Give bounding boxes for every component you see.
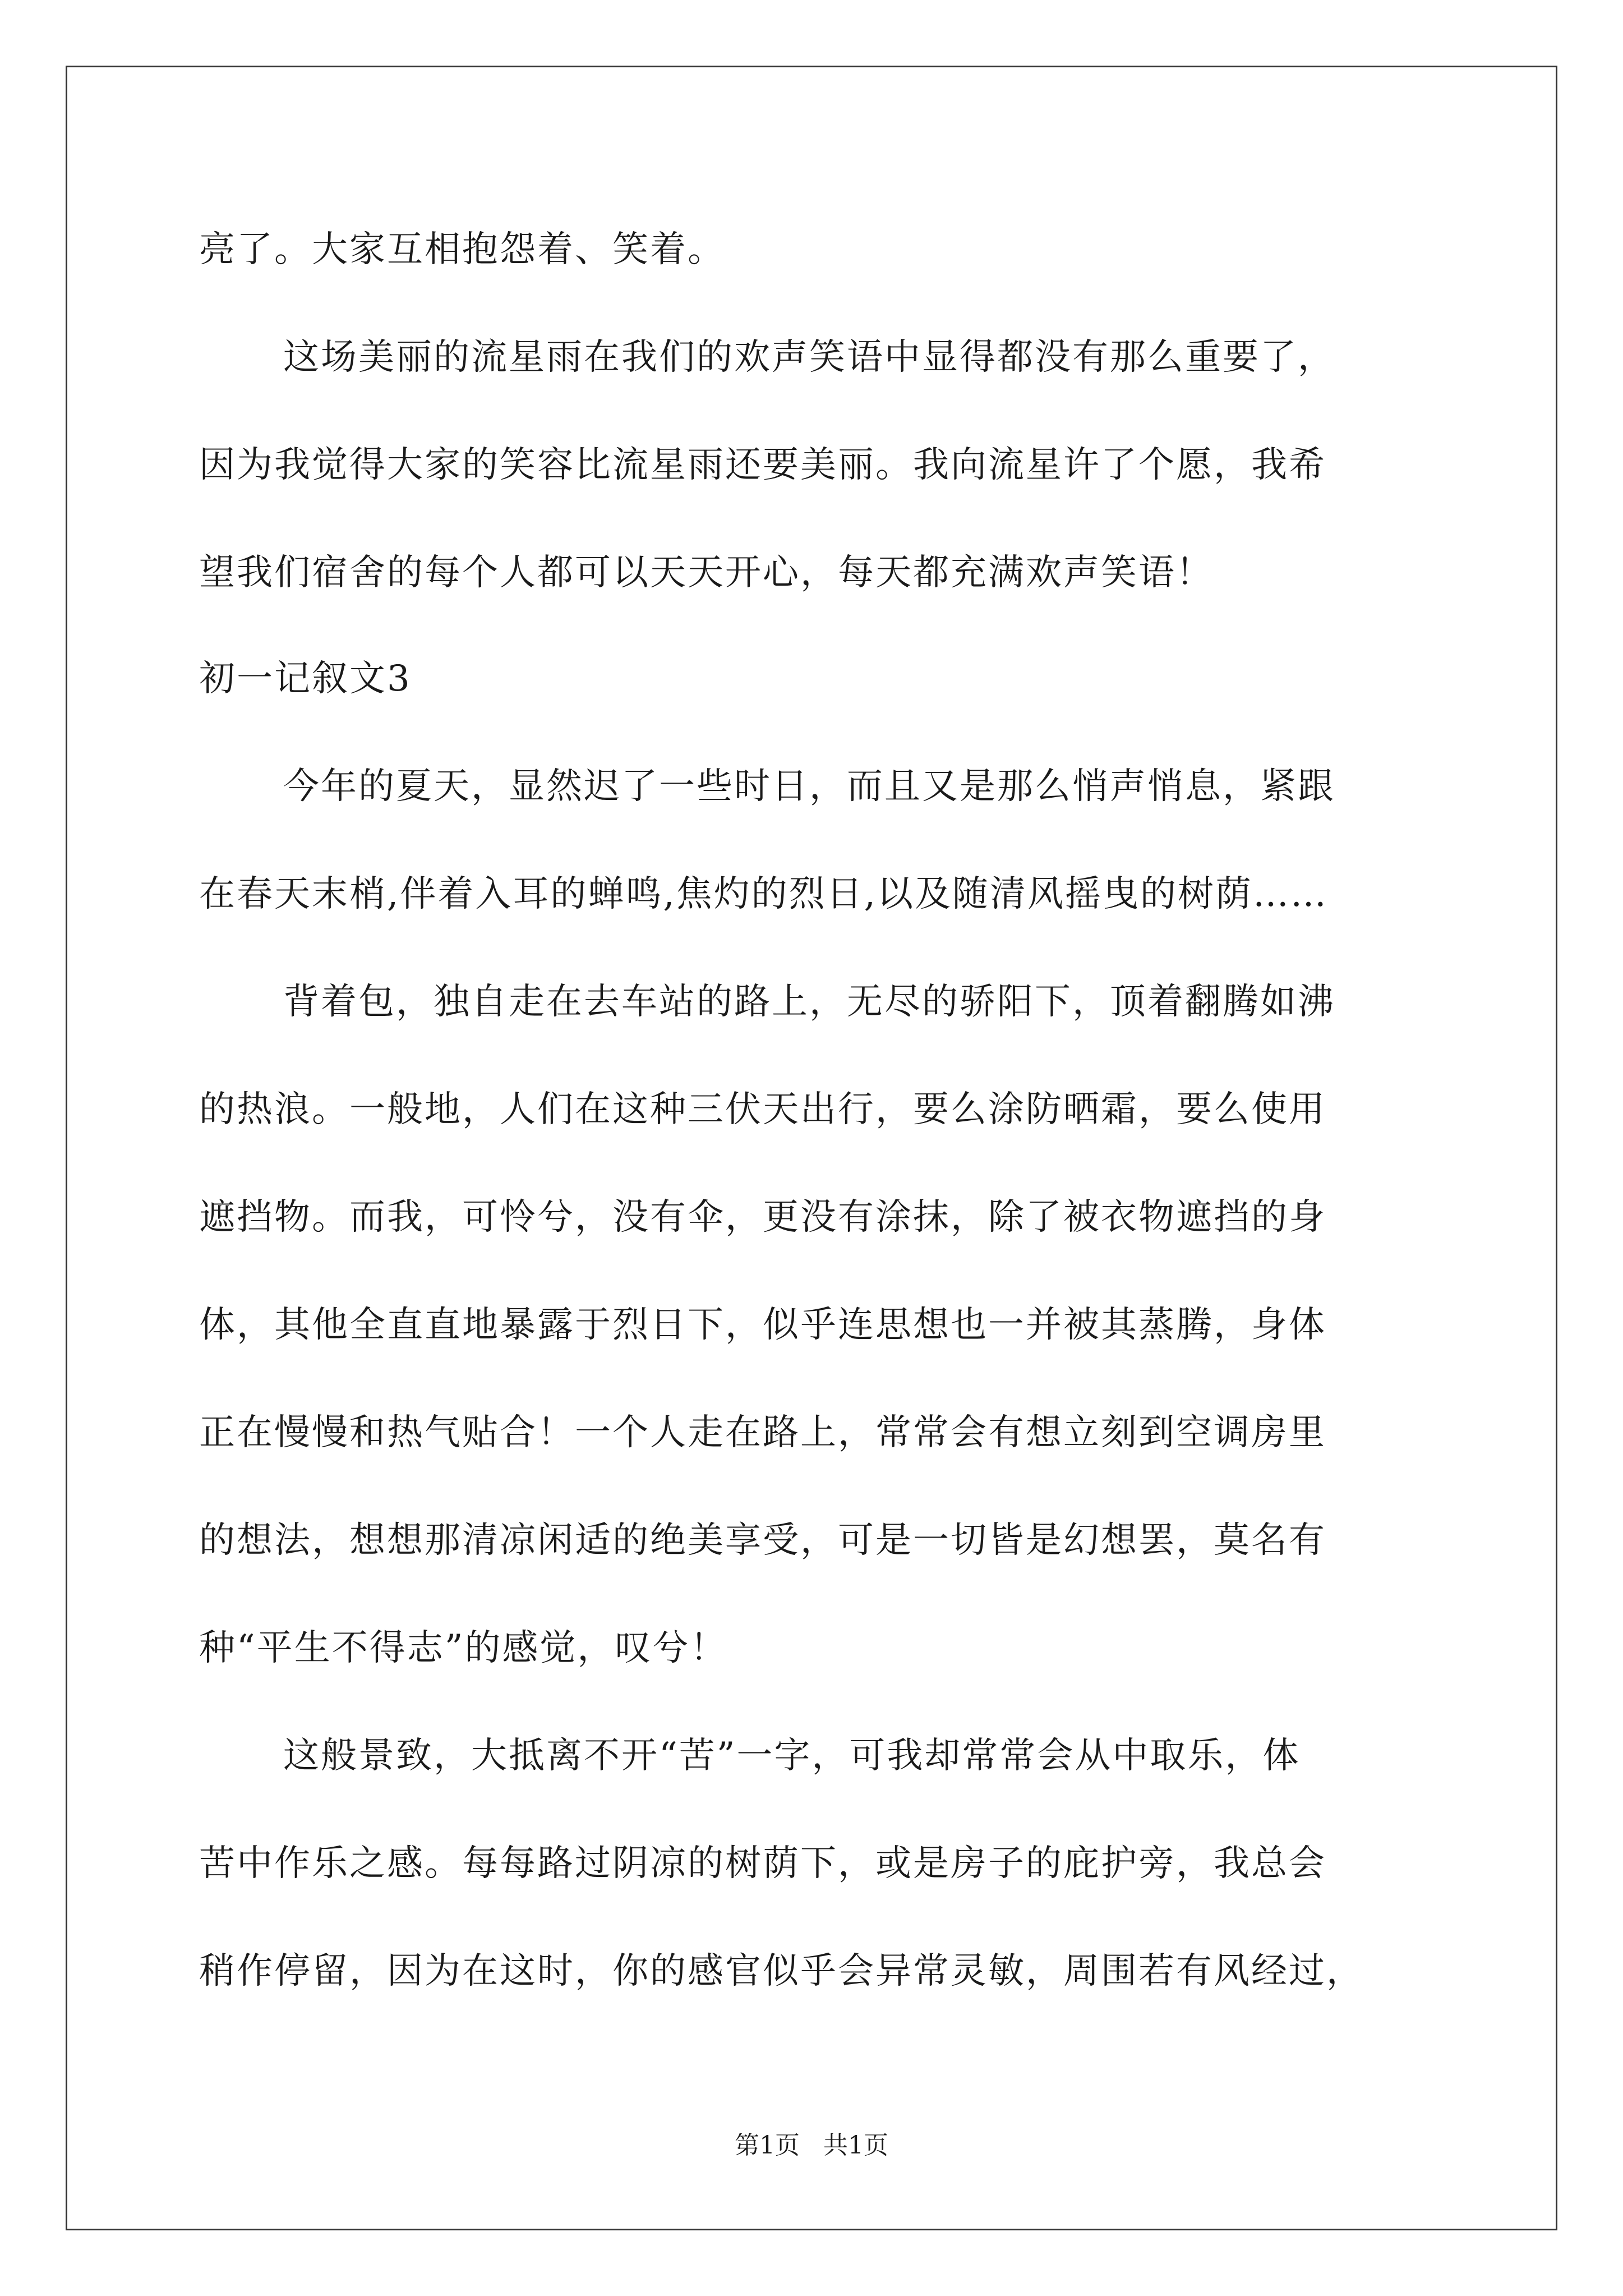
text-line: 的想法，想想那清凉闲适的绝美享受，可是一切皆是幻想罢，莫名有 (199, 1520, 1326, 1561)
text-line: 的热浪。一般地，人们在这种三伏天出行，要么涂防晒霜，要么使用 (199, 1089, 1326, 1130)
text-line: 望我们宿舍的每个人都可以天天开心，每天都充满欢声笑语！ (199, 552, 1214, 593)
page-number: 第1页 (735, 2131, 800, 2160)
section-heading: 初一记叙文3 (199, 658, 412, 700)
page-total: 共1页 (823, 2131, 888, 2160)
text-line: 体，其他全直直地暴露于烈日下，似乎连思想也一并被其蒸腾，身体 (199, 1304, 1326, 1346)
text-line: 亮了。大家互相抱怨着、笑着。 (199, 229, 725, 270)
text-line: 正在慢慢和热气贴合！一个人走在路上，常常会有想立刻到空调房里 (199, 1412, 1326, 1453)
page-footer (0, 2129, 1623, 2162)
text-line: 这场美丽的流星雨在我们的欢声笑语中显得都没有那么重要了， (283, 337, 1335, 378)
text-line: 在春天末梢,伴着入耳的蝉鸣,焦灼的烈日,以及随清风摇曳的树荫…… (199, 873, 1329, 915)
text-line: 遮挡物。而我，可怜兮，没有伞，更没有涂抹，除了被衣物遮挡的身 (199, 1197, 1326, 1238)
text-line: 苦中作乐之感。每每路过阴凉的树荫下，或是房子的庇护旁，我总会 (199, 1843, 1326, 1884)
text-line: 稍作停留，因为在这时，你的感官似乎会异常灵敏，周围若有风经过， (199, 1950, 1364, 1992)
text-line: 这般景致，大抵离不开“苦”一字，可我却常常会从中取乐，体 (283, 1735, 1301, 1777)
text-line: 今年的夏天，显然迟了一些时日，而且又是那么悄声悄息，紧跟 (283, 766, 1335, 807)
page-border (66, 66, 1557, 2230)
text-line: 种“平生不得志”的感觉，叹兮！ (199, 1627, 728, 1669)
text-line: 因为我觉得大家的笑容比流星雨还要美丽。我向流星许了个愿，我希 (199, 444, 1326, 486)
text-line: 背着包，独自走在去车站的路上，无尽的骄阳下，顶着翻腾如沸 (283, 981, 1335, 1023)
